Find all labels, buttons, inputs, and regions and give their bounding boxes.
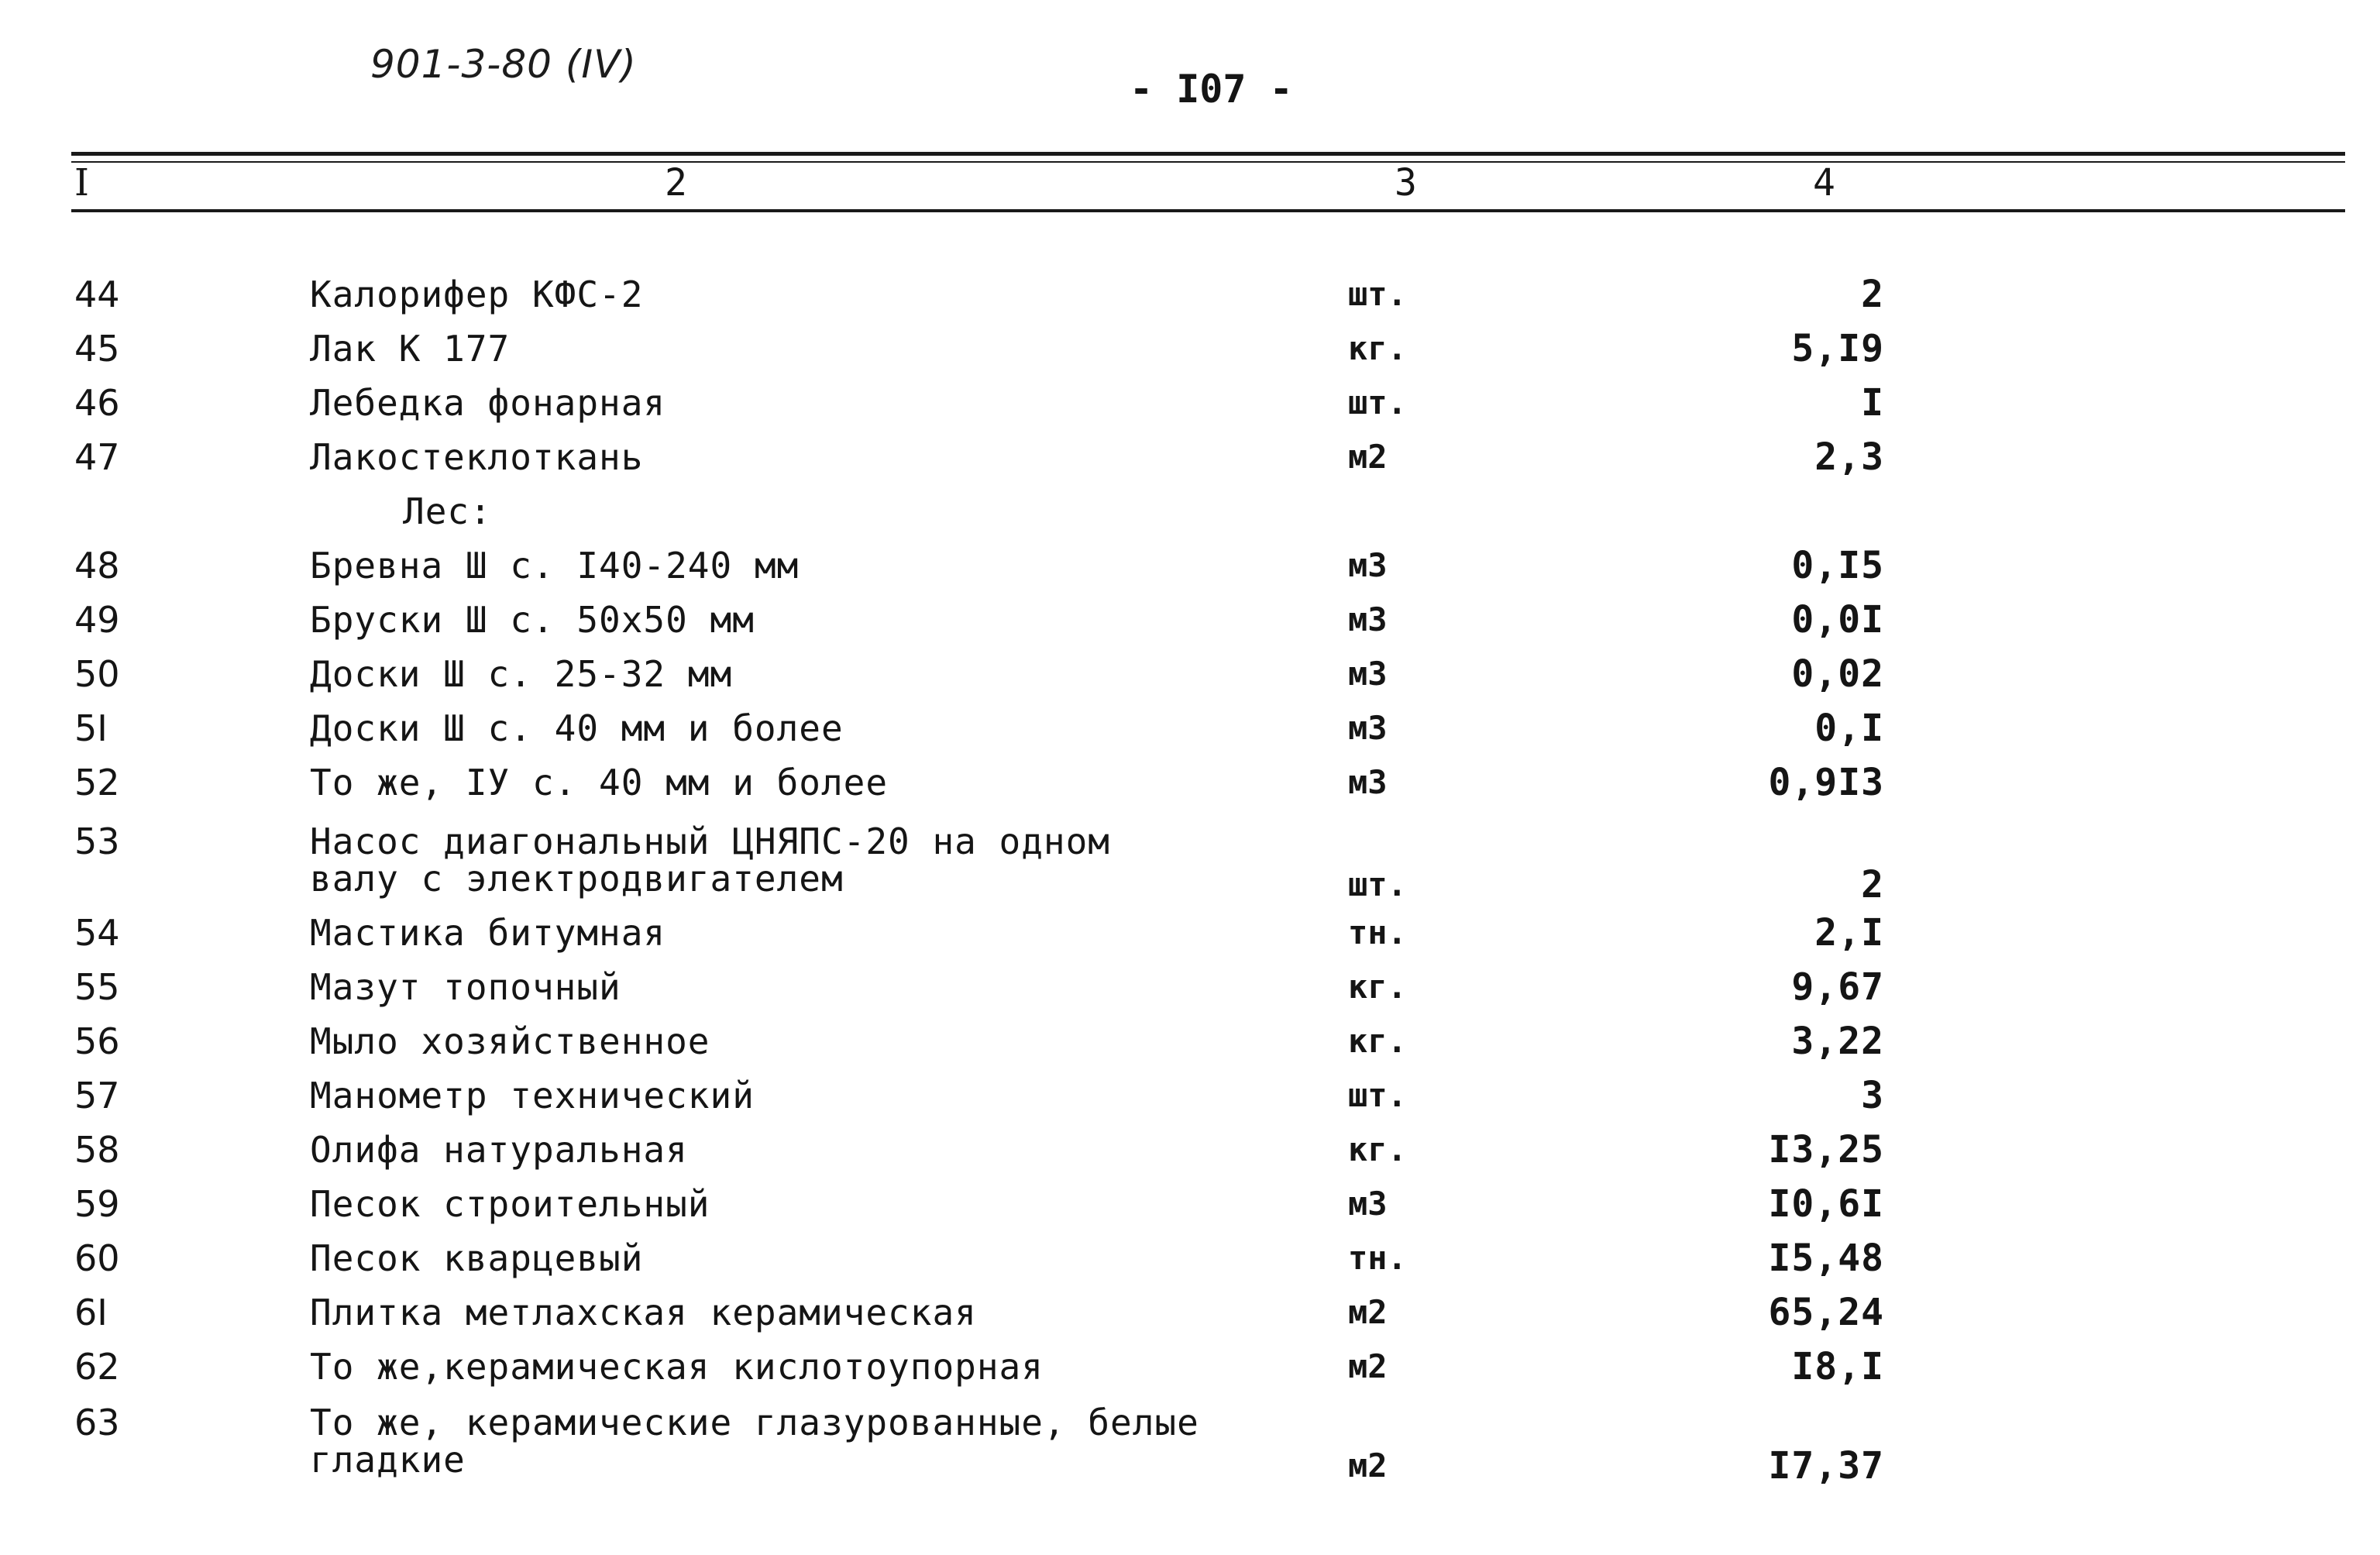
- row-unit: м2: [1348, 1293, 1388, 1331]
- row-name-line: гладкие: [310, 1439, 466, 1481]
- row-quantity: 3: [1861, 1074, 1884, 1117]
- row-number: 59: [74, 1183, 120, 1225]
- row-name-line: Бревна Ш с. I40-240 мм: [310, 545, 800, 587]
- row-quantity: 3,22: [1791, 1020, 1884, 1063]
- row-name-line: Насос диагональный ЦНЯПС-20 на одном: [310, 821, 1110, 862]
- row-quantity: 2,I: [1814, 911, 1884, 955]
- row-name-line: Песок строительный: [310, 1183, 710, 1225]
- row-unit: кг.: [1348, 329, 1407, 367]
- row-unit: тн.: [1348, 913, 1407, 951]
- row-name-line: Лак К 177: [310, 328, 511, 370]
- row-name-line: То же,керамическая кислотоупорная: [310, 1346, 1044, 1388]
- row-number: 58: [74, 1129, 120, 1171]
- row-name-line: То же, керамические глазурованные, белые: [310, 1402, 1199, 1443]
- row-number: 45: [74, 328, 120, 370]
- row-unit: м2: [1348, 1347, 1388, 1385]
- row-name: [310, 599, 755, 641]
- row-quantity: I: [1861, 381, 1884, 425]
- row-name: [310, 968, 621, 1006]
- column-header-1: I: [74, 161, 89, 205]
- row-name-line: Лебедка фонарная: [310, 382, 666, 424]
- row-unit: шт.: [1348, 1076, 1407, 1114]
- row-name: [310, 912, 666, 954]
- row-quantity: 0,I5: [1791, 544, 1884, 587]
- row-quantity: 2: [1861, 273, 1884, 316]
- row-name-line: Плитка метлахская керамическая: [310, 1292, 977, 1333]
- row-quantity: I3,25: [1768, 1128, 1884, 1171]
- row-quantity: I5,48: [1768, 1237, 1884, 1280]
- page-number: - I07 -: [1130, 67, 1293, 112]
- row-name-line: Лес:: [403, 490, 492, 532]
- row-name: [310, 1185, 710, 1223]
- row-quantity: I0,6I: [1768, 1182, 1884, 1226]
- row-name-line: Калорифер КФС-2: [310, 274, 644, 315]
- header-rule-top-thin: [71, 161, 2345, 163]
- row-quantity: 0,02: [1791, 652, 1884, 696]
- row-name: [310, 1294, 977, 1331]
- row-unit: м2: [1348, 1447, 1388, 1484]
- row-number: 62: [74, 1346, 120, 1388]
- row-name-line: Мастика битумная: [310, 912, 666, 954]
- row-name: [310, 821, 1110, 900]
- row-unit: м3: [1348, 655, 1388, 693]
- document-code: 901-3-80 (IV): [370, 42, 637, 87]
- row-name: [310, 436, 644, 478]
- row-unit: м3: [1348, 709, 1388, 747]
- row-name-line: То же, IУ с. 40 мм и более: [310, 762, 889, 803]
- row-quantity: 2,3: [1814, 435, 1884, 479]
- row-name-line: Доски Ш с. 25-32 мм: [310, 653, 733, 695]
- row-name-line: Песок кварцевый: [310, 1237, 644, 1279]
- header-rule-bottom: [71, 209, 2345, 212]
- row-number: 63: [74, 1402, 120, 1443]
- row-name-line: Мазут топочный: [310, 966, 621, 1008]
- row-unit: м2: [1348, 438, 1388, 476]
- column-header-2: 2: [665, 161, 687, 205]
- row-unit: тн.: [1348, 1239, 1407, 1277]
- row-number: 49: [74, 599, 120, 641]
- row-number: 53: [74, 821, 120, 862]
- row-name: [310, 764, 888, 801]
- column-header-4: 4: [1813, 161, 1835, 205]
- row-name: [310, 545, 800, 587]
- row-number: 5I: [74, 707, 108, 749]
- row-number: 46: [74, 382, 120, 424]
- row-name-line: Доски Ш с. 40 мм и более: [310, 707, 844, 749]
- row-name: [310, 1129, 688, 1171]
- row-name: [403, 490, 492, 532]
- row-number: 52: [74, 762, 120, 803]
- row-name-line: валу с электродвигателем: [310, 858, 844, 900]
- row-number: 50: [74, 653, 120, 695]
- row-name-line: Мыло хозяйственное: [310, 1020, 710, 1062]
- row-quantity: I8,I: [1791, 1345, 1884, 1388]
- row-name-line: Манометр технический: [310, 1075, 755, 1116]
- row-number: 47: [74, 436, 120, 478]
- row-unit: м3: [1348, 600, 1388, 638]
- row-unit: шт.: [1348, 865, 1407, 903]
- row-unit: шт.: [1348, 384, 1407, 421]
- row-name-line: Лакостеклоткань: [310, 436, 644, 478]
- row-number: 48: [74, 545, 120, 587]
- row-unit: м3: [1348, 546, 1388, 584]
- row-name-line: Олифа натуральная: [310, 1129, 688, 1171]
- row-name: [310, 1346, 1044, 1388]
- row-quantity: 0,I: [1814, 707, 1884, 750]
- row-quantity: I7,37: [1768, 1444, 1884, 1488]
- row-name: [310, 382, 666, 424]
- row-quantity: 0,0I: [1791, 598, 1884, 642]
- row-number: 56: [74, 1020, 120, 1062]
- header-rule-top: [71, 152, 2345, 156]
- row-name: [310, 707, 844, 749]
- row-name: [310, 655, 732, 693]
- row-unit: шт.: [1348, 275, 1407, 313]
- row-quantity: 9,67: [1791, 965, 1884, 1009]
- row-quantity: 0,9I3: [1768, 761, 1884, 804]
- row-number: 60: [74, 1237, 120, 1279]
- row-quantity: 5,I9: [1791, 327, 1884, 370]
- row-name: [310, 1020, 710, 1062]
- row-number: 54: [74, 912, 120, 954]
- row-unit: кг.: [1348, 1130, 1407, 1168]
- row-number: 55: [74, 966, 120, 1008]
- row-name: [310, 276, 643, 313]
- row-quantity: 2: [1861, 863, 1884, 907]
- row-name-line: Бруски Ш с. 50х50 мм: [310, 599, 755, 641]
- row-number: 44: [74, 274, 120, 315]
- row-number: 57: [74, 1075, 120, 1116]
- row-quantity: 65,24: [1768, 1291, 1884, 1334]
- column-header-3: 3: [1395, 161, 1417, 205]
- row-unit: м3: [1348, 1185, 1388, 1223]
- row-number: 6I: [74, 1292, 108, 1333]
- row-unit: м3: [1348, 763, 1388, 801]
- row-unit: кг.: [1348, 968, 1407, 1006]
- row-name: [310, 1237, 644, 1279]
- row-name: [310, 1077, 755, 1114]
- row-name: [310, 328, 511, 370]
- row-name: [310, 1402, 1199, 1481]
- row-unit: кг.: [1348, 1022, 1407, 1060]
